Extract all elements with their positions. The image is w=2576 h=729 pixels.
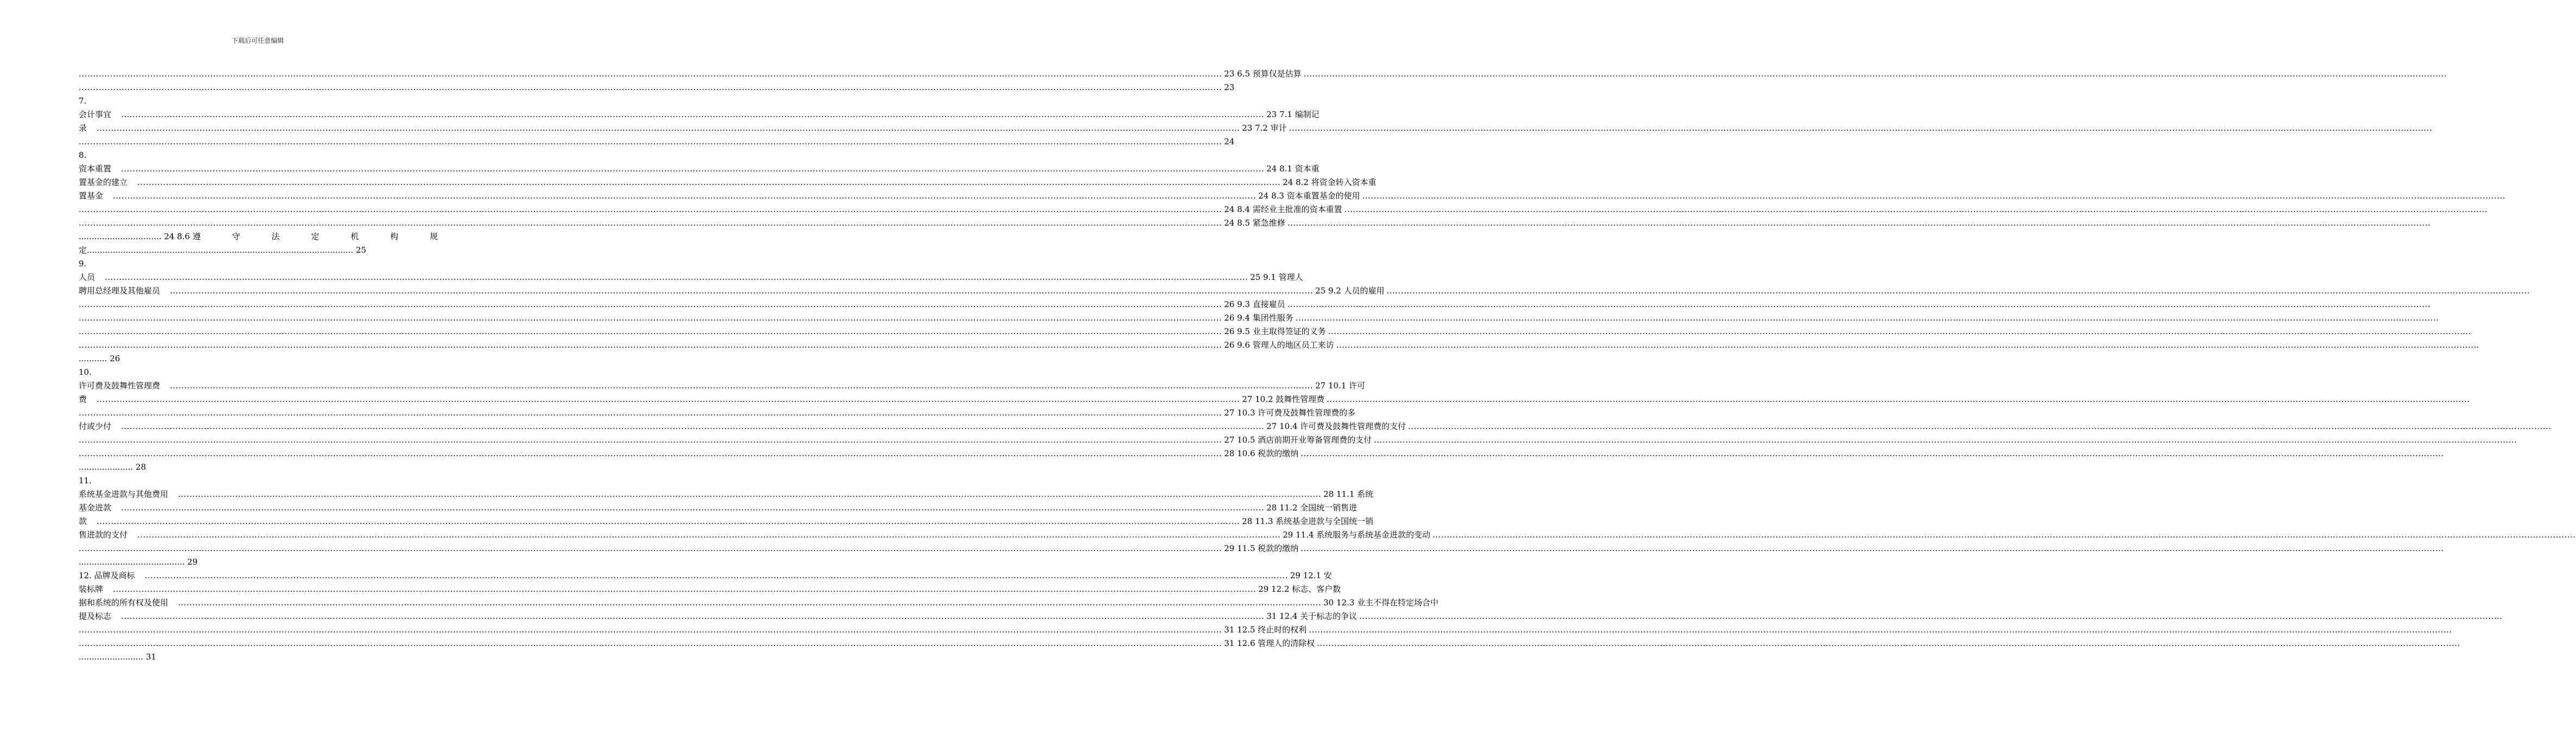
toc-line	[79, 271, 1303, 284]
toc-line	[79, 189, 2505, 203]
toc-line	[79, 596, 1439, 610]
dot-leader: ................................................................................................................................................................................................................................................................................................................................................................................................................	[121, 611, 1265, 621]
toc-page-entry: 28 11.1 系统	[1323, 489, 1374, 499]
toc-line	[79, 203, 2488, 216]
toc-entry-title: 置基金	[79, 191, 104, 201]
toc-entry-title: 聘用总经理及其他雇员	[79, 286, 161, 296]
toc-page-entry: 31 12.6 管理人的清除权	[1224, 638, 1315, 648]
toc-page-entry: 27 10.3 许可费及鼓舞性管理费的多	[1224, 408, 1356, 418]
toc-page-entry: 31 12.5 终止时的权利	[1224, 625, 1307, 635]
toc-entry-title: 费	[79, 394, 87, 404]
dot-leader: ................................................................................................................................................................................................................................................................................................................................................................................................................	[178, 489, 1322, 499]
toc-page-entry: 24 8.3 资本重置基金的使用	[1258, 191, 1360, 201]
toc-line	[79, 488, 1374, 501]
toc-page-entry: 23 7.2 审计	[1242, 123, 1287, 133]
toc-page-entry: 26 9.6 管理人的地区员工来访	[1224, 340, 1334, 350]
toc-entry-title: 基金进款	[79, 503, 112, 513]
toc-entry-title: 付或少付	[79, 421, 112, 431]
dot-leader: ................................................................................................................................................................................................................................................................................................................................................................................................................	[1362, 191, 2505, 201]
toc-page-entry: 23 6.5 预算仅是估算	[1224, 69, 1302, 79]
dot-leader: ................................................................................................................................................................................................................................................................................................................................................................................................................	[121, 164, 1265, 174]
dot-leader: ................................................................................................................................................................................................................................................................................................................................................................................................................	[144, 571, 1288, 580]
toc-line	[79, 311, 2439, 325]
toc-page-entry: 26 9.4 集团性服务	[1224, 313, 1293, 323]
toc-page-entry: 23	[1224, 82, 1235, 92]
toc-body	[79, 67, 2576, 664]
toc-line	[79, 244, 438, 257]
dot-leader: ................................................................................................................................................................................................................................................................................................................................................................................................................	[79, 204, 1222, 214]
dot-leader: ................................................................................................................................................................................................................................................................................................................................................................................................................	[121, 421, 1265, 431]
toc-line	[79, 379, 1366, 393]
toc-line	[79, 366, 438, 379]
toc-text: 规	[429, 232, 438, 241]
dot-leader: ................................................................................................................................................................................................................................................................................................................................................................................................................	[1309, 625, 2452, 635]
toc-line	[79, 216, 2431, 230]
toc-entry-title: 录	[79, 123, 87, 133]
toc-line	[79, 338, 2479, 352]
toc-line	[79, 420, 2552, 433]
toc-line	[79, 135, 1235, 149]
toc-text: 8.	[79, 150, 87, 160]
dot-leader: ................................................................................................................................................................................................................................................................................................................................................................................................................	[79, 313, 1222, 323]
toc-line	[79, 406, 1356, 420]
toc-line	[79, 94, 438, 108]
dot-leader: ................................................................................................................................................................................................................................................................................................................................................................................................................	[1289, 123, 2432, 133]
toc-line	[79, 298, 2431, 311]
toc-line	[79, 515, 1374, 528]
toc-line	[79, 325, 2471, 338]
toc-line	[79, 257, 438, 271]
toc-page-entry: 26 9.3 直接雇员	[1224, 299, 1285, 309]
toc-line	[79, 461, 438, 474]
toc-page-entry: 27 10.4 许可费及鼓舞性管理费的支付	[1266, 421, 1406, 431]
dot-leader: ................................................................................................................................................................................................................................................................................................................................................................................................................	[79, 299, 1222, 309]
toc-line	[79, 393, 2470, 406]
dot-leader: ................................................................................................................................................................................................................................................................................................................................................................................................................	[79, 340, 1222, 350]
dot-leader: ................................................................................................................................................................................................................................................................................................................................................................................................................	[1408, 421, 2552, 431]
toc-text: 11.	[79, 476, 92, 485]
dot-leader: ................................................................................................................................................................................................................................................................................................................................................................................................................	[137, 177, 1281, 187]
toc-text: 7.	[79, 96, 87, 106]
toc-text: 法	[271, 232, 280, 241]
dot-leader: ................................................................................................................................................................................................................................................................................................................................................................................................................	[1295, 313, 2439, 323]
toc-page-entry: 31 12.4 关于标志的争议	[1266, 611, 1357, 621]
dot-leader: ................................................................................................................................................................................................................................................................................................................................................................................................................	[121, 503, 1265, 513]
toc-page-entry: 27 10.1 许可	[1315, 381, 1366, 391]
dot-leader: ................................................................................................................................................................................................................................................................................................................................................................................................................	[1386, 286, 2530, 296]
toc-text: 10.	[79, 367, 92, 377]
dot-leader: ................................................................................................................................................................................................................................................................................................................................................................................................................	[79, 82, 1222, 92]
dot-leader: ................................................................................................................................................................................................................................................................................................................................................................................................................	[1317, 638, 2460, 648]
toc-entry-title: 资本重置	[79, 164, 112, 174]
toc-page-entry: 28 11.2 全国统一销售进	[1266, 503, 1357, 513]
toc-page-entry: 24	[1224, 137, 1235, 146]
toc-line	[79, 583, 1341, 596]
toc-line	[79, 542, 2444, 555]
dot-leader: ................................................................................................................................................................................................................................................................................................................................................................................................................	[1432, 530, 2576, 540]
toc-text: 定....................................................................................................... 25	[79, 245, 366, 255]
dot-leader: ................................................................................................................................................................................................................................................................................................................................................................................................................	[121, 110, 1265, 119]
toc-line	[79, 637, 2460, 650]
dot-leader: ................................................................................................................................................................................................................................................................................................................................................................................................................	[79, 625, 1222, 635]
dot-leader: ................................................................................................................................................................................................................................................................................................................................................................................................................	[1328, 327, 2471, 336]
toc-text: ..................... 28	[79, 462, 146, 472]
toc-page-entry: 26 9.5 业主取得签证的义务	[1224, 327, 1326, 336]
toc-line	[79, 610, 2503, 623]
toc-entry-title: 提及标志	[79, 611, 112, 621]
toc-line	[79, 650, 438, 664]
dot-leader: ................................................................................................................................................................................................................................................................................................................................................................................................................	[105, 272, 1248, 282]
dot-leader: ................................................................................................................................................................................................................................................................................................................................................................................................................	[1374, 435, 2517, 445]
toc-entry-title: 系统基金进款与其他费用	[79, 489, 169, 499]
dot-leader: ................................................................................................................................................................................................................................................................................................................................................................................................................	[1300, 449, 2444, 458]
toc-page-entry: 25 9.2 人员的雇用	[1315, 286, 1385, 296]
dot-leader: ................................................................................................................................................................................................................................................................................................................................................................................................................	[79, 543, 1222, 553]
toc-line	[79, 474, 438, 488]
dot-leader: ................................................................................................................................................................................................................................................................................................................................................................................................................	[1300, 543, 2444, 553]
toc-entry-title: 会计事宜	[79, 110, 112, 119]
dot-leader: ................................................................................................................................................................................................................................................................................................................................................................................................................	[79, 408, 1222, 418]
dot-leader: ................................................................................................................................................................................................................................................................................................................................................................................................................	[79, 137, 1222, 146]
toc-entry-title: 款	[79, 516, 87, 526]
toc-line	[79, 447, 2444, 461]
toc-page-entry: 29 12.1 安	[1290, 571, 1332, 580]
toc-line	[79, 81, 1235, 94]
toc-entry-title: 据和系统的所有权及使用	[79, 598, 169, 608]
toc-page-entry: 27 10.2 鼓舞性管理费	[1242, 394, 1325, 404]
dot-leader: ................................................................................................................................................................................................................................................................................................................................................................................................................	[137, 530, 1281, 540]
toc-text: 机	[350, 232, 359, 241]
toc-line	[79, 230, 438, 244]
dot-leader: ................................................................................................................................................................................................................................................................................................................................................................................................................	[113, 584, 1257, 594]
toc-page-entry: 23 7.1 编制记	[1266, 110, 1319, 119]
dot-leader: ................................................................................................................................................................................................................................................................................................................................................................................................................	[1303, 69, 2447, 79]
toc-page-entry: 29 12.2 标志、客户数	[1258, 584, 1341, 594]
toc-entry-title: 装标牌	[79, 584, 104, 594]
toc-line	[79, 149, 438, 162]
toc-line	[79, 555, 438, 569]
dot-leader: ................................................................................................................................................................................................................................................................................................................................................................................................................	[1344, 204, 2488, 214]
dot-leader: ................................................................................................................................................................................................................................................................................................................................................................................................................	[1359, 611, 2503, 621]
dot-leader: ................................................................................................................................................................................................................................................................................................................................................................................................................	[79, 449, 1222, 458]
toc-entry-title: 许可费及鼓舞性管理费	[79, 381, 161, 391]
page-header: 下载后可任意编辑	[231, 37, 284, 44]
dot-leader: ................................................................................................................................................................................................................................................................................................................................................................................................................	[97, 394, 1240, 404]
toc-page-entry: 24 8.2 将资金转入资本重	[1283, 177, 1376, 187]
toc-page-entry: 25 9.1 管理人	[1250, 272, 1303, 282]
toc-line	[79, 501, 1357, 515]
dot-leader: ................................................................................................................................................................................................................................................................................................................................................................................................................	[178, 598, 1322, 608]
toc-entry-title: 置基金的建立	[79, 177, 128, 187]
toc-line	[79, 352, 438, 366]
toc-text: 守	[232, 232, 240, 241]
toc-page-entry: 28 10.6 税款的缴纳	[1224, 449, 1299, 458]
toc-line	[79, 623, 2452, 637]
dot-leader: ................................................................................................................................................................................................................................................................................................................................................................................................................	[79, 218, 1222, 228]
dot-leader: ................................................................................................................................................................................................................................................................................................................................................................................................................	[1287, 218, 2431, 228]
dot-leader: ................................................................................................................................................................................................................................................................................................................................................................................................................	[170, 381, 1313, 391]
dot-leader: ................................................................................................................................................................................................................................................................................................................................................................................................................	[1327, 394, 2470, 404]
dot-leader: ................................................................................................................................................................................................................................................................................................................................................................................................................	[79, 435, 1222, 445]
dot-leader: ................................................................................................................................................................................................................................................................................................................................................................................................................	[97, 123, 1240, 133]
toc-text: ......................... 31	[79, 652, 157, 662]
toc-line	[79, 67, 2447, 81]
toc-text: ................................ 24 8.6 遵	[79, 232, 201, 241]
toc-page-entry: 24 8.5 紧急维修	[1224, 218, 1285, 228]
toc-line	[79, 176, 1376, 189]
toc-page-entry: 29 11.5 税款的缴纳	[1224, 543, 1299, 553]
dot-leader: ................................................................................................................................................................................................................................................................................................................................................................................................................	[170, 286, 1313, 296]
dot-leader: ................................................................................................................................................................................................................................................................................................................................................................................................................	[1336, 340, 2479, 350]
toc-entry-title: 12. 品牌及商标	[79, 571, 135, 580]
toc-page-entry: 30 12.3 业主不得在特定场合中	[1323, 598, 1439, 608]
toc-line	[79, 108, 1319, 122]
toc-line	[79, 569, 1332, 583]
toc-entry-title: 人员	[79, 272, 95, 282]
toc-entry-title: 售进款的支付	[79, 530, 128, 540]
toc-text: 定	[311, 232, 320, 241]
dot-leader: ................................................................................................................................................................................................................................................................................................................................................................................................................	[79, 69, 1222, 79]
toc-page-entry: 24 8.1 资本重	[1266, 164, 1319, 174]
toc-line	[79, 122, 2432, 135]
toc-page-entry: 29 11.4 系统服务与系统基金进款的变动	[1283, 530, 1431, 540]
toc-page-entry: 27 10.5 酒店前期开业筹备管理费的支付	[1224, 435, 1372, 445]
toc-page-entry: 28 11.3 系统基金进款与全国统一销	[1242, 516, 1374, 526]
dot-leader: ................................................................................................................................................................................................................................................................................................................................................................................................................	[113, 191, 1257, 201]
toc-line	[79, 528, 2576, 542]
toc-line	[79, 162, 1319, 176]
toc-line	[79, 433, 2517, 447]
toc-page-entry: 24 8.4 需经业主批准的资本重置	[1224, 204, 1342, 214]
dot-leader: ................................................................................................................................................................................................................................................................................................................................................................................................................	[1287, 299, 2431, 309]
dot-leader: ................................................................................................................................................................................................................................................................................................................................................................................................................	[79, 327, 1222, 336]
toc-text: 构	[390, 232, 399, 241]
dot-leader: ................................................................................................................................................................................................................................................................................................................................................................................................................	[97, 516, 1240, 526]
toc-text: ......................................... 29	[79, 557, 198, 567]
toc-text: 9.	[79, 259, 87, 268]
toc-line	[79, 284, 2530, 298]
toc-text: ........... 26	[79, 354, 120, 363]
dot-leader: ................................................................................................................................................................................................................................................................................................................................................................................................................	[79, 638, 1222, 648]
